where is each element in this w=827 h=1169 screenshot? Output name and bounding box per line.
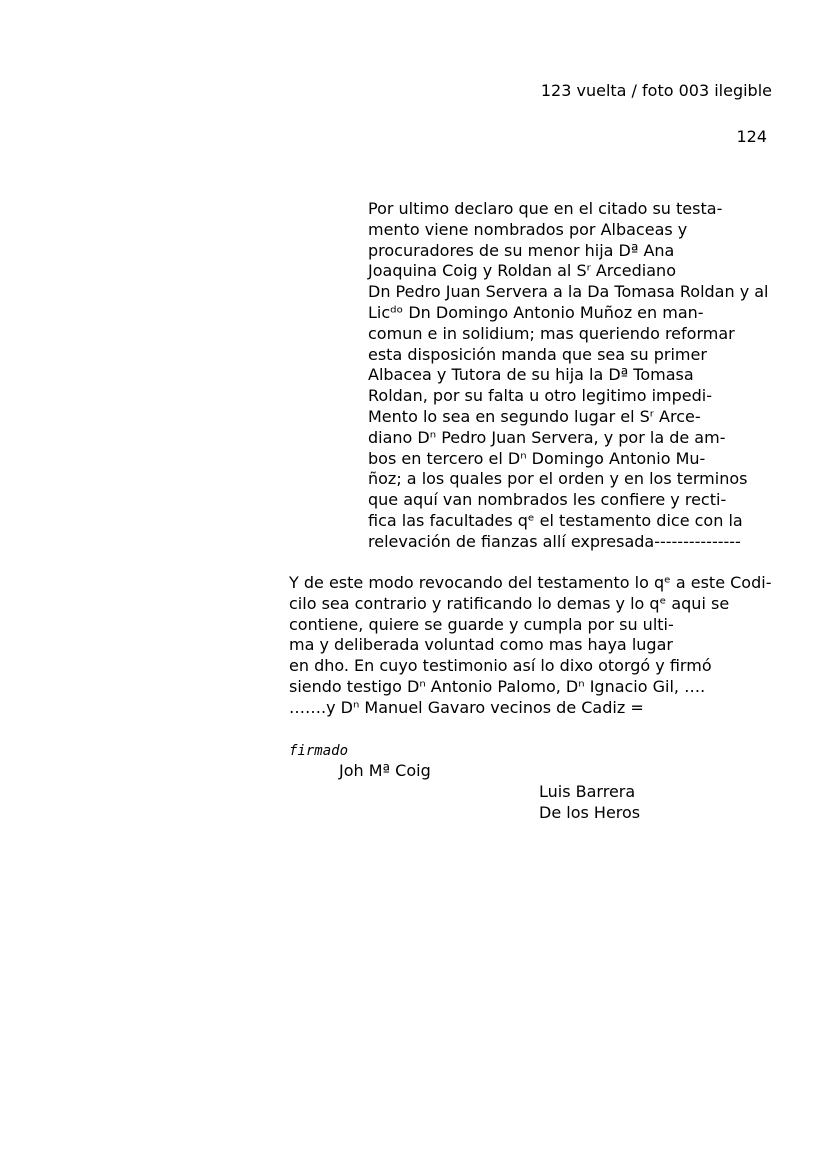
text-line: bos en tercero el Dⁿ Domingo Antonio Mu- bbox=[368, 448, 706, 468]
text-line: esta disposición manda que sea su primer bbox=[368, 344, 707, 364]
signature-line: Luis Barrera bbox=[539, 782, 636, 801]
text-line: mento viene nombrados por Albaceas y bbox=[368, 219, 688, 239]
signature-barrera bbox=[539, 782, 640, 824]
paragraph-codicilo bbox=[289, 573, 809, 719]
text-line: Y de este modo revocando del testamento lo qᵉ a este Codi- bbox=[289, 573, 772, 592]
text-line: en dho. En cuyo testimonio así lo dixo otorgó y firmó bbox=[289, 656, 712, 676]
text-line: Albacea y Tutora de su hija la Dª Tomasa bbox=[368, 365, 694, 385]
text-line: Joaquina Coig y Roldan al Sʳ Arcediano bbox=[368, 261, 676, 281]
text-line: ma y deliberada voluntad como mas haya lugar bbox=[289, 635, 673, 655]
header-note: 123 vuelta / foto 003 ilegible bbox=[540, 81, 772, 100]
text-line: cilo sea contrario y ratificando lo demas y lo qᵉ aqui se bbox=[289, 593, 730, 613]
text-line: Por ultimo declaro que en el citado su testa- bbox=[368, 199, 723, 218]
signature-coig: Joh Mª Coig bbox=[339, 761, 431, 780]
page-number: 124 bbox=[736, 127, 767, 146]
text-line: relevación de fianzas allí expresada--------------- bbox=[368, 531, 741, 551]
signature-line: De los Heros bbox=[539, 802, 641, 822]
text-line: Mento lo sea en segundo lugar el Sʳ Arce- bbox=[368, 406, 701, 426]
text-line: contiene, quiere se guarde y cumpla por su ulti- bbox=[289, 614, 674, 634]
text-line: Licᵈᵒ Dn Domingo Antonio Muñoz en man- bbox=[368, 302, 704, 322]
text-line: ñoz; a los quales por el orden y en los terminos bbox=[368, 469, 748, 489]
text-line: procuradores de su menor hija Dª Ana bbox=[368, 240, 675, 260]
text-line: Dn Pedro Juan Servera a la Da Tomasa Roldan y al bbox=[368, 282, 769, 302]
paragraph-albaceas bbox=[368, 199, 808, 553]
text-line: comun e in solidium; mas queriendo reformar bbox=[368, 323, 735, 343]
text-line: que aquí van nombrados les confiere y recti- bbox=[368, 490, 727, 510]
text-line: Roldan, por su falta u otro legitimo impedi- bbox=[368, 386, 712, 406]
text-line: diano Dⁿ Pedro Juan Servera, y por la de am- bbox=[368, 427, 726, 447]
text-line: …….y Dⁿ Manuel Gavaro vecinos de Cadiz = bbox=[289, 697, 644, 717]
text-line: siendo testigo Dⁿ Antonio Palomo, Dⁿ Ignacio Gil, …. bbox=[289, 676, 706, 696]
text-line: fica las facultades qᵉ el testamento dice con la bbox=[368, 510, 743, 530]
signed-label: firmado bbox=[289, 743, 349, 759]
